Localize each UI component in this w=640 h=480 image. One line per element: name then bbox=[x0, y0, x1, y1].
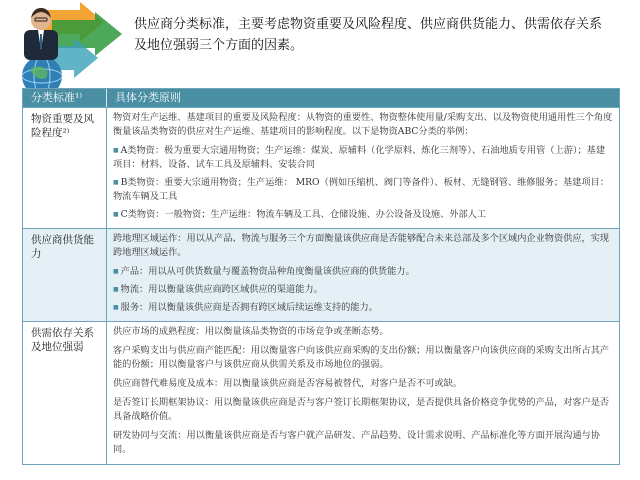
row-paragraph: 是否签订长期框架协议：用以衡量该供应商是否与客户签订长期框架协议，是否提供具备价格竞争优势的产品，对客户是否具备战略价值。 bbox=[113, 397, 610, 422]
table-row bbox=[23, 107, 619, 228]
table-row bbox=[23, 228, 619, 321]
row-paragraph: 供应市场的成熟程度：用以衡量该品类物资的市场竞争或垄断态势。 bbox=[113, 326, 389, 337]
column-header-principles: 具体分类原则 bbox=[115, 91, 181, 104]
row-category: 物资重要及风险程度²⁾ bbox=[23, 108, 107, 228]
supplier-classification-table bbox=[22, 88, 620, 465]
bullet-item: ■ 物流：用以衡量该供应商跨区域供应的渠道能力。 bbox=[113, 283, 613, 297]
bullet-item: ■ 服务：用以衡量该供应商是否拥有跨区域后续运维支持的能力。 bbox=[113, 301, 613, 315]
bullet-item: ■ B类物资：重要大宗通用物资；生产运维： MRO（例如压缩机、阀门等备件）、板材、无缝钢管、维修服务；基建项目：物流车辆及工具 bbox=[113, 176, 613, 204]
row-paragraph: 客户采购支出与供应商产能匹配：用以衡量客户向该供应商采购的支出份额；用以衡量客户向该供应商的采购支出所占其产能的份额；用以衡量客户与该供应商从供需关系及市场地位的强弱。 bbox=[113, 345, 610, 370]
bullet-item: ■ 产品：用以从可供货数量与覆盖物资品种角度衡量该供应商的供货能力。 bbox=[113, 265, 613, 279]
row-content bbox=[107, 108, 619, 228]
column-header-criteria: 分类标准¹⁾ bbox=[23, 89, 107, 107]
bullet-item: ■ C类物资：一般物资；生产运维：物流车辆及工具、仓储设施、办公设备及设施、外部人工 bbox=[113, 208, 613, 222]
row-content bbox=[107, 229, 619, 321]
header-decoration bbox=[0, 0, 130, 95]
row-content bbox=[107, 322, 619, 464]
row-paragraph: 研发协同与交流：用以衡量该供应商是否与客户就产品研发、产品趋势、设计需求说明、产品标准化等方面开展沟通与协同。 bbox=[113, 430, 600, 455]
bullet-item: ■ A类物资：极为重要大宗通用物资；生产运维：煤炭、原辅料（化学原料、炼化三剂等）、石油地质专用管（上游）；基建项目：材料、设备、试车工具及原辅料、安装合同 bbox=[113, 144, 613, 172]
row-paragraph: 供应商替代难易度及成本：用以衡量该供应商是否容易被替代，对客户是否不可或缺。 bbox=[113, 378, 463, 389]
row-intro: 物资对生产运维、基建项目的重要及风险程度：从物资的重要性、物资整体使用量/采购支出、以及物资使用通用性三个角度衡量该品类物资的供应对生产运维、基建项目的影响程度。以下是物资ABC分类的举例： bbox=[113, 112, 613, 137]
table-header bbox=[23, 89, 619, 107]
page-title: 供应商分类标准，主要考虑物资重要及风险程度、供应商供货能力、供需依存关系及地位强弱三个方面的因素。 bbox=[134, 17, 603, 53]
row-category: 供需依存关系及地位强弱 bbox=[23, 322, 107, 464]
row-intro: 跨地理区域运作：用以从产品、物流与服务三个方面衡量该供应商是否能够配合未来总部及多个区域内企业物资供应，实现跨地理区域运作。 bbox=[113, 233, 610, 258]
table-row bbox=[23, 321, 619, 464]
row-category: 供应商供货能力 bbox=[23, 229, 107, 321]
